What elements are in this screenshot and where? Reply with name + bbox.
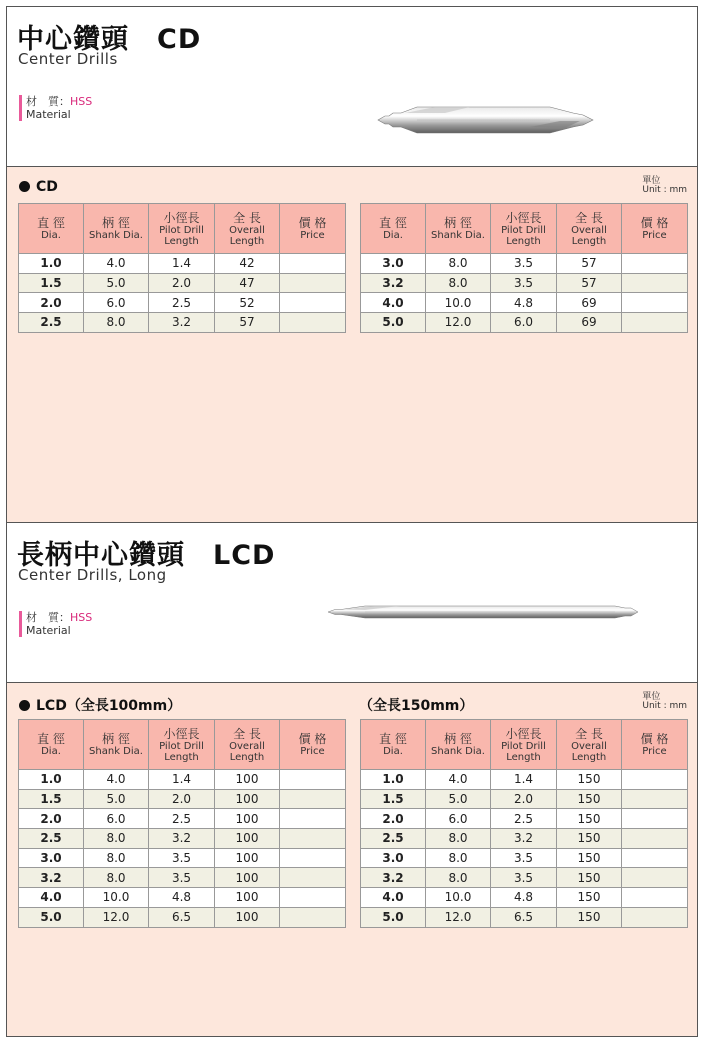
column-header-pilot: 小徑長 Pilot Drill Length	[491, 720, 557, 770]
cell-shank: 4.0	[84, 770, 149, 790]
cell-pilot: 2.0	[149, 789, 215, 809]
column-header-price: 價 格 Price	[622, 720, 688, 770]
long-center-drill-image	[325, 601, 641, 623]
cell-pilot: 3.5	[149, 848, 215, 868]
lcd-title-block	[7, 522, 697, 682]
cell-overall: 100	[215, 868, 280, 888]
cell-overall: 100	[215, 907, 280, 927]
cell-price	[280, 313, 346, 333]
cell-dia: 3.2	[361, 273, 426, 293]
cell-price	[622, 848, 688, 868]
cell-pilot: 3.5	[491, 848, 557, 868]
cell-dia: 3.2	[361, 868, 426, 888]
cell-shank: 8.0	[84, 829, 149, 849]
cell-shank: 10.0	[426, 888, 491, 908]
cell-pilot: 3.2	[149, 829, 215, 849]
cell-overall: 57	[557, 273, 622, 293]
cell-pilot: 3.5	[149, 868, 215, 888]
cell-overall: 42	[215, 254, 280, 274]
cd-section-label: CD	[19, 179, 58, 195]
cell-pilot: 4.8	[491, 888, 557, 908]
table-row	[361, 907, 688, 927]
table-row	[19, 789, 346, 809]
column-header-overall: 全 長 Overall Length	[557, 204, 622, 254]
cell-pilot: 4.8	[149, 888, 215, 908]
cell-overall: 150	[557, 888, 622, 908]
cell-overall: 100	[215, 888, 280, 908]
column-header-dia: 直 徑 Dia.	[19, 720, 84, 770]
lcd-material-en: Material	[26, 624, 71, 637]
cell-dia: 4.0	[361, 888, 426, 908]
column-header-shank: 柄 徑 Shank Dia.	[84, 204, 149, 254]
cell-price	[622, 907, 688, 927]
cell-price	[622, 789, 688, 809]
table-row	[361, 868, 688, 888]
table-row	[361, 293, 688, 313]
cell-overall: 150	[557, 770, 622, 790]
table-row	[19, 273, 346, 293]
cell-dia: 2.0	[361, 809, 426, 829]
cell-overall: 150	[557, 868, 622, 888]
cell-price	[280, 809, 346, 829]
cell-overall: 57	[557, 254, 622, 274]
cell-pilot: 6.5	[149, 907, 215, 927]
cell-shank: 8.0	[426, 848, 491, 868]
cd-title-en: Center Drills	[18, 50, 118, 68]
column-header-pilot: 小徑長 Pilot Drill Length	[149, 720, 215, 770]
cell-pilot: 1.4	[491, 770, 557, 790]
cell-overall: 150	[557, 848, 622, 868]
cell-price	[622, 313, 688, 333]
cell-shank: 6.0	[426, 809, 491, 829]
table-row	[19, 770, 346, 790]
column-header-dia: 直 徑 Dia.	[361, 204, 426, 254]
cell-dia: 2.0	[19, 293, 84, 313]
cell-price	[622, 809, 688, 829]
cell-pilot: 6.0	[491, 313, 557, 333]
table-row	[361, 809, 688, 829]
center-drill-image	[375, 101, 597, 137]
lcd-section	[7, 682, 697, 1036]
table-row	[19, 809, 346, 829]
cd-table-right	[360, 203, 688, 333]
lcd-title-en: Center Drills, Long	[18, 566, 167, 584]
bullet-icon	[19, 181, 30, 192]
cell-price	[622, 868, 688, 888]
column-header-dia: 直 徑 Dia.	[19, 204, 84, 254]
table-row	[361, 848, 688, 868]
table-row	[19, 293, 346, 313]
cell-overall: 69	[557, 293, 622, 313]
column-header-overall: 全 長 Overall Length	[215, 204, 280, 254]
cell-dia: 2.5	[19, 313, 84, 333]
cell-pilot: 1.4	[149, 770, 215, 790]
cell-overall: 52	[215, 293, 280, 313]
cell-shank: 8.0	[426, 829, 491, 849]
cell-shank: 5.0	[84, 789, 149, 809]
cell-pilot: 3.5	[491, 254, 557, 274]
cell-shank: 12.0	[426, 907, 491, 927]
cell-dia: 3.0	[361, 848, 426, 868]
column-header-overall: 全 長 Overall Length	[215, 720, 280, 770]
cd-section	[7, 166, 697, 522]
column-header-dia: 直 徑 Dia.	[361, 720, 426, 770]
cell-price	[280, 293, 346, 313]
cell-overall: 100	[215, 789, 280, 809]
table-row	[19, 907, 346, 927]
table-row	[19, 313, 346, 333]
cell-shank: 6.0	[84, 293, 149, 313]
cell-shank: 12.0	[426, 313, 491, 333]
lcd-material-label: 材 質：	[26, 611, 70, 624]
cell-shank: 8.0	[426, 254, 491, 274]
column-header-overall: 全 長 Overall Length	[557, 720, 622, 770]
table-row	[19, 888, 346, 908]
table-row	[361, 273, 688, 293]
cell-dia: 2.5	[361, 829, 426, 849]
lcd-material	[19, 611, 92, 637]
cd-material-value: HSS	[70, 95, 93, 108]
cell-dia: 3.0	[361, 254, 426, 274]
cell-shank: 5.0	[426, 789, 491, 809]
column-header-shank: 柄 徑 Shank Dia.	[426, 204, 491, 254]
cell-dia: 5.0	[361, 907, 426, 927]
cell-dia: 1.0	[19, 254, 84, 274]
column-header-shank: 柄 徑 Shank Dia.	[426, 720, 491, 770]
cell-dia: 4.0	[19, 888, 84, 908]
column-header-price: 價 格 Price	[622, 204, 688, 254]
cell-pilot: 2.0	[149, 273, 215, 293]
cell-price	[280, 789, 346, 809]
cd-unit: 單位 Unit : mm	[642, 176, 687, 195]
table-row	[361, 888, 688, 908]
lcd-title-jp: 長柄中心鑽頭 LCD	[17, 540, 276, 571]
cell-dia: 5.0	[361, 313, 426, 333]
table-row	[361, 313, 688, 333]
cell-dia: 1.5	[19, 273, 84, 293]
cell-overall: 150	[557, 907, 622, 927]
cell-dia: 1.0	[361, 770, 426, 790]
column-header-shank: 柄 徑 Shank Dia.	[84, 720, 149, 770]
cell-pilot: 1.4	[149, 254, 215, 274]
lcd-table-left	[18, 719, 346, 928]
cell-dia: 4.0	[361, 293, 426, 313]
column-header-pilot: 小徑長 Pilot Drill Length	[149, 204, 215, 254]
lcd-unit: 單位 Unit : mm	[642, 692, 687, 711]
cell-shank: 4.0	[84, 254, 149, 274]
cell-dia: 3.0	[19, 848, 84, 868]
cell-overall: 150	[557, 789, 622, 809]
cell-dia: 5.0	[19, 907, 84, 927]
cell-overall: 100	[215, 770, 280, 790]
cell-dia: 2.0	[19, 809, 84, 829]
table-row	[361, 829, 688, 849]
cell-overall: 100	[215, 809, 280, 829]
cell-shank: 8.0	[84, 868, 149, 888]
cell-price	[280, 888, 346, 908]
cell-shank: 8.0	[426, 868, 491, 888]
cell-pilot: 3.5	[491, 273, 557, 293]
cd-material	[19, 95, 92, 121]
cell-shank: 8.0	[84, 313, 149, 333]
lcd-table-right	[360, 719, 688, 928]
cd-title-block	[7, 7, 697, 166]
cell-overall: 69	[557, 313, 622, 333]
cell-price	[280, 907, 346, 927]
cell-price	[622, 829, 688, 849]
cell-overall: 150	[557, 829, 622, 849]
table-row	[19, 829, 346, 849]
cell-price	[280, 848, 346, 868]
cell-overall: 100	[215, 829, 280, 849]
cell-price	[622, 273, 688, 293]
lcd-material-value: HSS	[70, 611, 93, 624]
cell-price	[622, 888, 688, 908]
column-header-pilot: 小徑長 Pilot Drill Length	[491, 204, 557, 254]
cd-material-label: 材 質：	[26, 95, 70, 108]
cell-price	[280, 829, 346, 849]
cell-dia: 2.5	[19, 829, 84, 849]
cell-pilot: 2.5	[149, 293, 215, 313]
cd-table-left	[18, 203, 346, 333]
cell-pilot: 3.5	[491, 868, 557, 888]
cd-title-jp: 中心鑽頭 CD	[17, 24, 202, 55]
cell-price	[622, 293, 688, 313]
lcd-section-label-right: （全長150mm）	[359, 698, 474, 714]
cell-pilot: 4.8	[491, 293, 557, 313]
column-header-price: 價 格 Price	[280, 720, 346, 770]
cell-overall: 47	[215, 273, 280, 293]
cell-shank: 6.0	[84, 809, 149, 829]
cell-pilot: 3.2	[491, 829, 557, 849]
cd-material-en: Material	[26, 108, 71, 121]
cell-pilot: 2.0	[491, 789, 557, 809]
cell-pilot: 2.5	[491, 809, 557, 829]
table-row	[19, 848, 346, 868]
cell-shank: 5.0	[84, 273, 149, 293]
cell-price	[280, 770, 346, 790]
column-header-price: 價 格 Price	[280, 204, 346, 254]
cell-overall: 57	[215, 313, 280, 333]
cell-price	[280, 254, 346, 274]
table-row	[361, 254, 688, 274]
cell-pilot: 6.5	[491, 907, 557, 927]
cell-dia: 1.5	[361, 789, 426, 809]
cell-shank: 10.0	[426, 293, 491, 313]
lcd-section-label: LCD（全長100mm）	[19, 695, 181, 715]
cell-price	[622, 770, 688, 790]
cell-shank: 8.0	[84, 848, 149, 868]
cell-price	[280, 868, 346, 888]
table-row	[361, 789, 688, 809]
cell-price	[280, 273, 346, 293]
cell-overall: 150	[557, 809, 622, 829]
cell-dia: 3.2	[19, 868, 84, 888]
table-row	[19, 254, 346, 274]
cell-price	[622, 254, 688, 274]
cell-shank: 12.0	[84, 907, 149, 927]
cell-dia: 1.0	[19, 770, 84, 790]
cell-shank: 10.0	[84, 888, 149, 908]
bullet-icon	[19, 700, 30, 711]
cell-dia: 1.5	[19, 789, 84, 809]
cell-pilot: 3.2	[149, 313, 215, 333]
cell-shank: 8.0	[426, 273, 491, 293]
table-row	[19, 868, 346, 888]
cell-overall: 100	[215, 848, 280, 868]
table-row	[361, 770, 688, 790]
catalog-page	[6, 6, 698, 1037]
cell-pilot: 2.5	[149, 809, 215, 829]
cell-shank: 4.0	[426, 770, 491, 790]
